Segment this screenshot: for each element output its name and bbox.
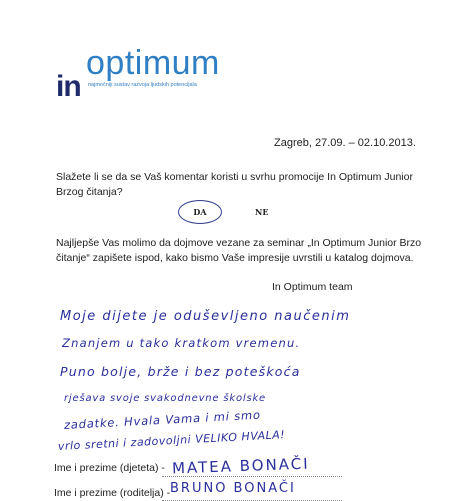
parent-name-value: BRUNO BONAČI — [170, 481, 296, 496]
handwritten-line: zadatke. Hvala Vama i mi smo — [63, 407, 262, 432]
handwritten-line: vrlo sretni i zadovoljni VELIKO HVALA! — [57, 428, 286, 453]
signoff: In Optimum team — [272, 281, 353, 293]
brand-logo — [56, 40, 296, 104]
handwritten-line: Puno bolje, brže i bez poteškoća — [60, 364, 301, 379]
option-no-label: NE — [255, 207, 269, 217]
handwritten-line: Moje dijete je oduševljeno naučenim — [60, 309, 351, 324]
date-location: Zagreb, 27.09. – 02.10.2013. — [274, 137, 416, 149]
feedback-request: Najljepše Vas molimo da dojmove vezane za seminar „In Optimum Junior Brzo čitanje“ zapišete ispod, kako bismo Vaše impresije uvrstili u katalog dojmova. — [56, 237, 422, 264]
logo-prefix: in — [56, 70, 81, 103]
logo-tagline: najmočniji sustav razvoja ljudskih potencijala — [88, 82, 197, 88]
handwritten-line: Znanjem u tako kratkom vremenu. — [62, 336, 301, 350]
handwritten-line: rješava svoje svakodnevne školske — [64, 393, 267, 404]
parent-name-label: Ime i prezime (roditelja) - — [54, 487, 171, 499]
logo-name: optimum — [86, 44, 220, 82]
option-yes-circled — [178, 200, 222, 224]
option-yes-label: DA — [193, 207, 207, 217]
consent-question: Slažete li se da se Vaš komentar koristi u svrhu promocije In Optimum Junior Brzog čitanja? — [56, 171, 413, 198]
child-name-label: Ime i prezime (djeteta) - — [54, 462, 165, 474]
child-name-value: MATEA BONAČI — [171, 454, 310, 478]
